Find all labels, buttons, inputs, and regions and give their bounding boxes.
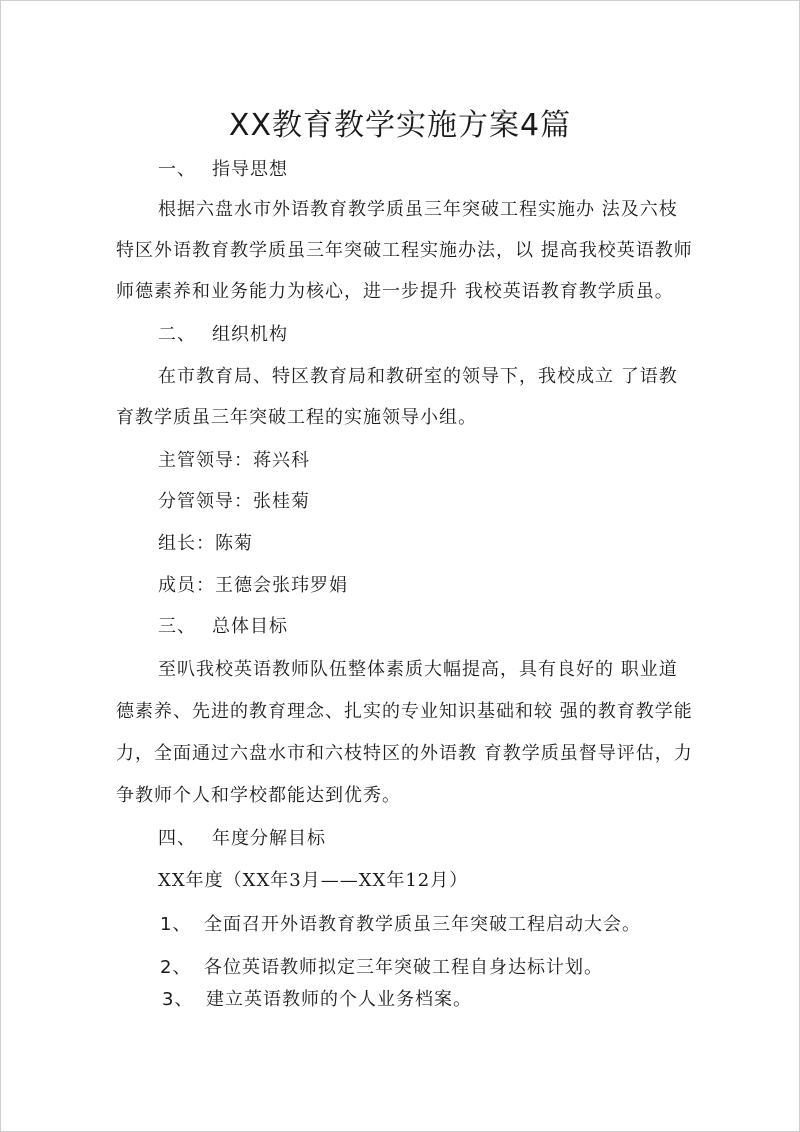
paragraph-line: 根据六盘水市外语教育教学质虽三年突破工程实施办 法及六枝 (158, 199, 678, 220)
section-number-3: 三、 (158, 616, 196, 637)
paragraph-line: 在市教育局、特区教育局和教研室的领导下，我校成立 了语教 (158, 366, 678, 387)
list-item (160, 953, 603, 979)
section-title-2: 组织机构 (212, 324, 288, 345)
section-title-1: 指导思想 (212, 159, 288, 180)
paragraph-line: 力，全面通过六盘水市和六枝特区的外语教 育教学质虽督导评估，力 (116, 743, 693, 764)
list-item-number: 1、 (160, 914, 192, 935)
section-heading-2 (158, 320, 288, 346)
supervisor-line: 主管领导：蒋兴科 (158, 450, 310, 471)
list-item-number: 3、 (162, 989, 194, 1010)
section-number-1: 一、 (158, 159, 196, 180)
deputy-line: 分管领导：张桂菊 (158, 491, 310, 512)
list-item-text: 建立英语教师的个人业务档案。 (206, 989, 472, 1010)
section-number-4: 四、 (158, 828, 196, 849)
members-line: 成员：王德会张玮罗娟 (158, 575, 348, 596)
section-number-2: 二、 (158, 324, 196, 345)
paragraph-line: 至叭我校英语教师队伍整体素质大幅提高，具有良好的 职业道 (158, 659, 678, 680)
paragraph-line: 争教师个人和学校都能达到优秀。 (116, 785, 401, 806)
section-heading-4 (158, 824, 326, 850)
year-range-line: XX年度（XX年3月——XX年12月） (158, 870, 469, 891)
list-item-number: 2、 (160, 957, 192, 978)
paragraph-line: 育教学质虽三年突破工程的实施领导小组。 (116, 407, 477, 428)
list-item (160, 910, 641, 936)
section-title-4: 年度分解目标 (212, 828, 326, 849)
paragraph-line: 特区外语教育教学质虽三年突破工程实施办法，以 提高我校英语教师 (116, 240, 693, 261)
section-title-3: 总体目标 (212, 616, 288, 637)
leader-line: 组长：陈菊 (158, 533, 253, 554)
list-item (162, 985, 472, 1011)
section-heading-3 (158, 612, 288, 638)
paragraph-line: 师德素养和业务能力为核心，进一步提升 我校英语教育教学质虽。 (116, 281, 674, 302)
list-item-text: 全面召开外语教育教学质虽三年突破工程启动大会。 (204, 914, 641, 935)
document-title: XX教育教学实施方案4篇 (228, 108, 572, 143)
section-heading-1 (158, 155, 288, 181)
list-item-text: 各位英语教师拟定三年突破工程自身达标计划。 (204, 957, 603, 978)
paragraph-line: 德素养、先进的教育理念、扎实的专业知识基础和较 强的教育教学能 (116, 701, 693, 722)
